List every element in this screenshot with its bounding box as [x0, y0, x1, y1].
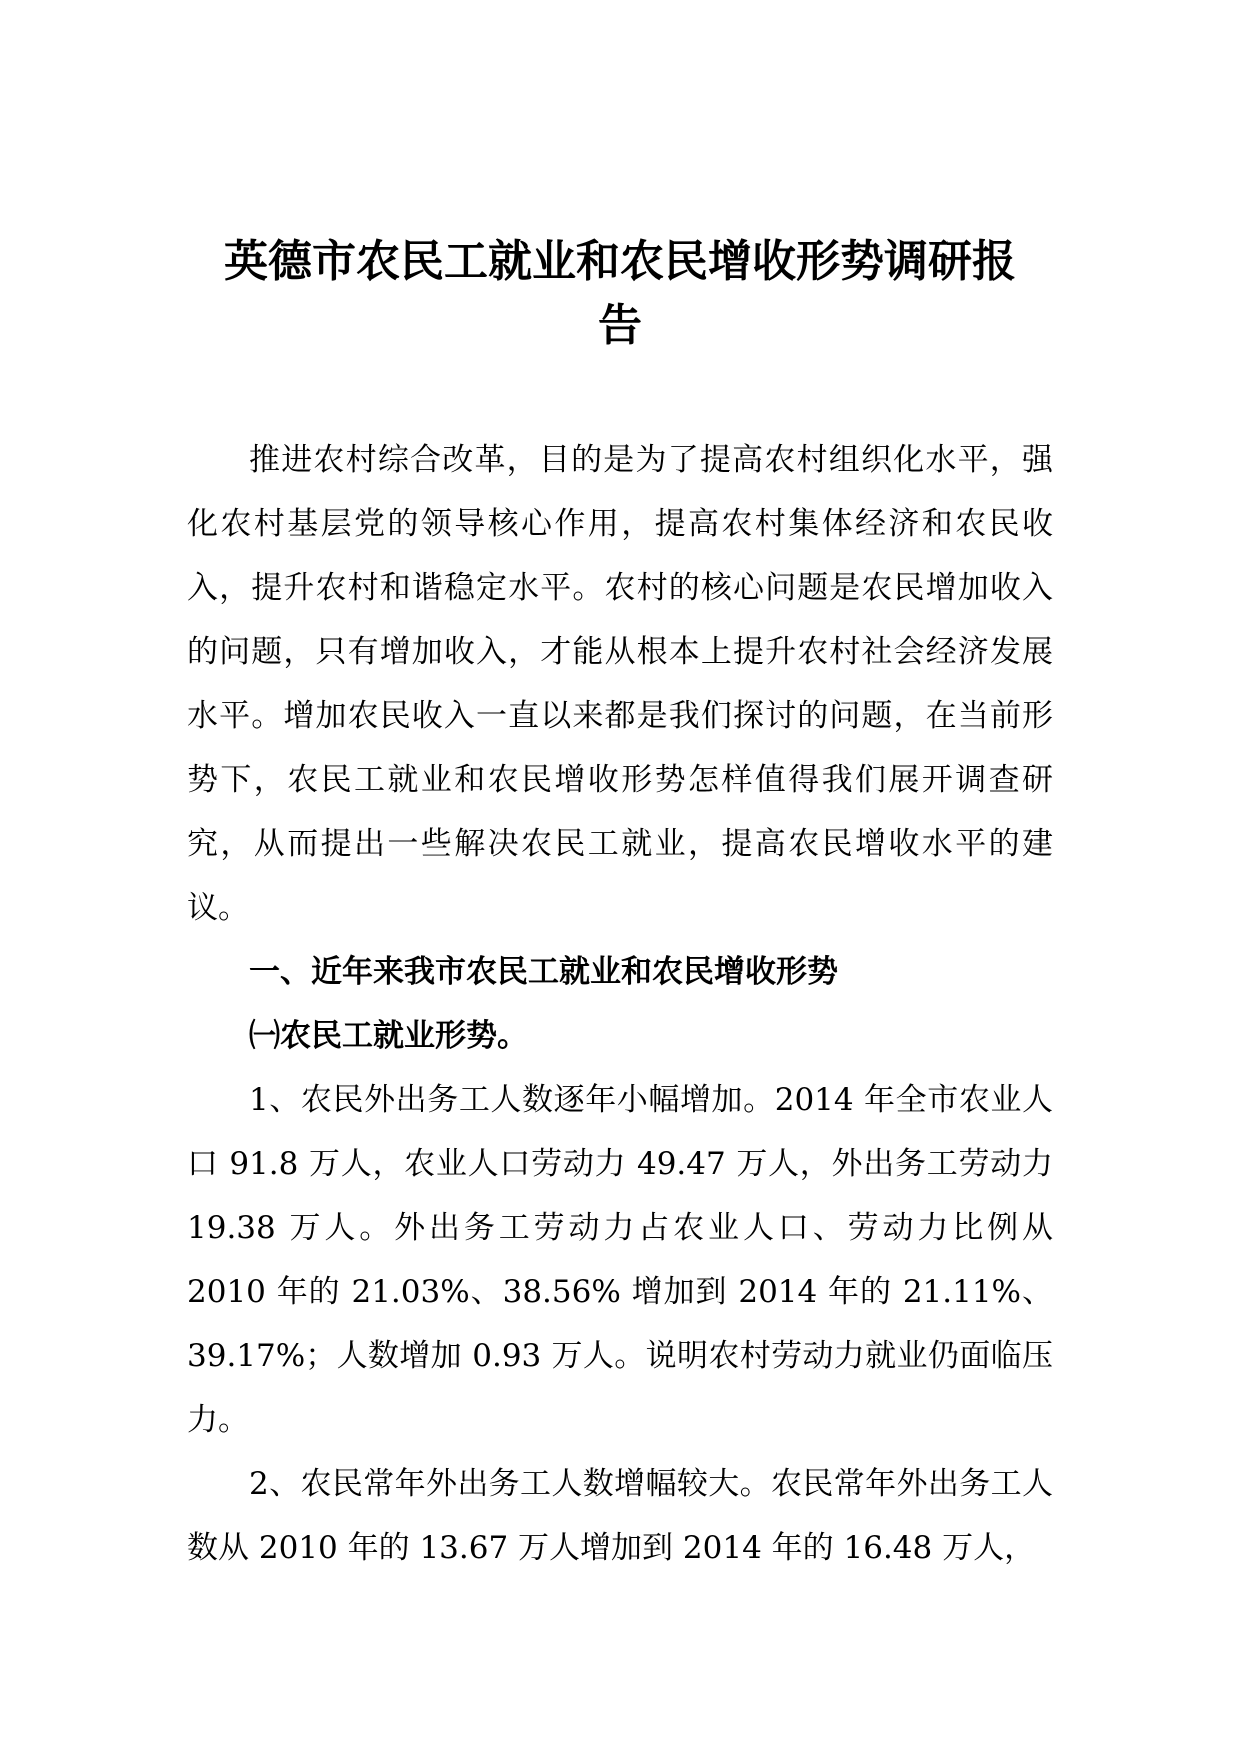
- title-line-1: 英德市农民工就业和农民增收形势调研报: [224, 236, 1016, 287]
- document-title: [190, 230, 1050, 358]
- point-1-paragraph: 1、农民外出务工人数逐年小幅增加。2014 年全市农业人口 91.8 万人，农业人口劳动力 49.47 万人，外出务工劳动力 19.38 万人。外出务工劳动力占农业人口、劳动力比例从 2010 年的 21.03%、38.56% 增加到 2014 年的 21.11%、39.17%；人数增加 0.93 万人。说明农村劳动力就业仍面临压力。: [187, 1082, 1053, 1438]
- title-line-2: 告: [598, 300, 642, 351]
- intro-paragraph: 推进农村综合改革，目的是为了提高农村组织化水平，强化农村基层党的领导核心作用，提高农村集体经济和农民收入，提升农村和谐稳定水平。农村的核心问题是农民增加收入的问题，只有增加收入，才能从根本上提升农村社会经济发展水平。增加农民收入一直以来都是我们探讨的问题，在当前形势下，农民工就业和农民增收形势怎样值得我们展开调查研究，从而提出一些解决农民工就业，提高农民增收水平的建议。: [187, 442, 1053, 926]
- section-heading: 一、近年来我市农民工就业和农民增收形势: [249, 954, 838, 990]
- subsection-heading: ㈠农民工就业形势。: [249, 1018, 528, 1054]
- document-body: [187, 428, 1053, 1580]
- point-2-paragraph: 2、农民常年外出务工人数增幅较大。农民常年外出务工人数从 2010 年的 13.67 万人增加到 2014 年的 16.48 万人，: [187, 1466, 1053, 1566]
